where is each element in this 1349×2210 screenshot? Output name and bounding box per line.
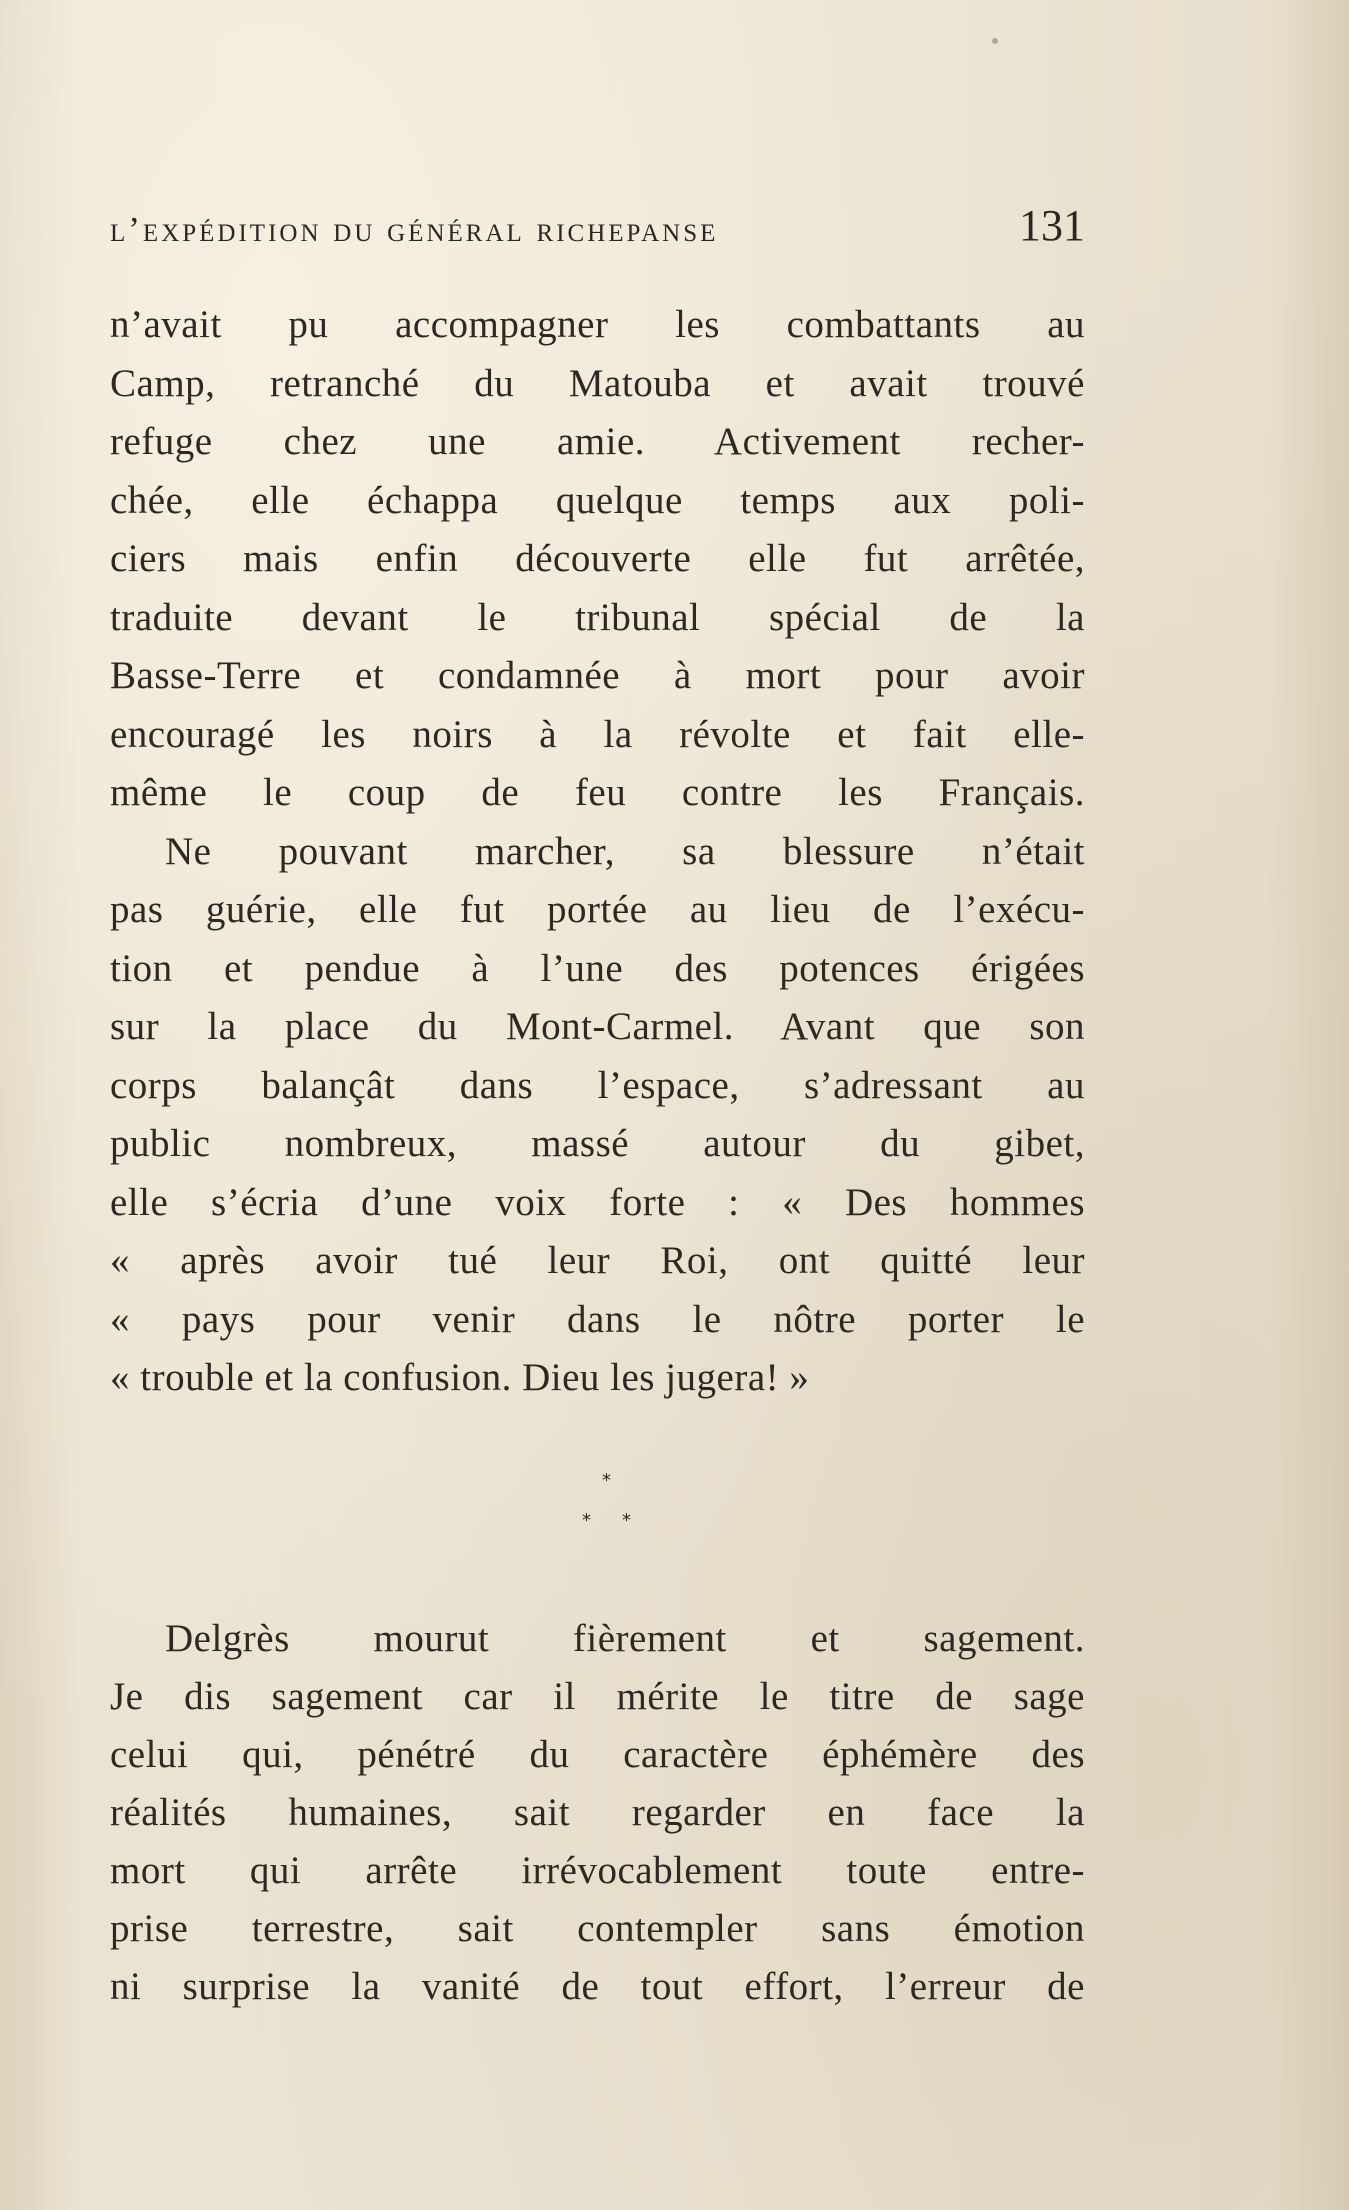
text-line: refuge chez une amie. Activement recher-: [110, 420, 1085, 463]
running-head: l’expédition du général richepanse: [110, 210, 719, 249]
text-line: Delgrès mourut fièrement et sagement.: [165, 1617, 1085, 1660]
text-line: ni surprise la vanité de tout effort, l’erreur de: [110, 1965, 1085, 2008]
text-line: « après avoir tué leur Roi, ont quitté leur: [110, 1239, 1085, 1282]
text-line: Camp, retranché du Matouba et avait trouvé: [110, 361, 1085, 405]
text-line: tion et pendue à l’une des potences érigées: [110, 946, 1085, 990]
text-line: n’avait pu accompagner les combattants au: [110, 303, 1085, 346]
asterism-star: *: [602, 1470, 611, 1491]
text-line: « pays pour venir dans le nôtre porter le: [110, 1297, 1085, 1341]
text-line: corps balançât dans l’espace, s’adressant au: [110, 1063, 1085, 1107]
text-line: public nombreux, massé autour du gibet,: [110, 1122, 1085, 1165]
asterism-star: *: [582, 1510, 591, 1531]
text-line: « trouble et la confusion. Dieu les jugera! »: [110, 1356, 810, 1399]
paper-speck: [992, 38, 998, 44]
text-line: elle s’écria d’une voix forte : « Des hommes: [110, 1180, 1085, 1224]
text-line: chée, elle échappa quelque temps aux poli-: [110, 478, 1085, 522]
text-line: sur la place du Mont-Carmel. Avant que son: [110, 1005, 1085, 1048]
paragraph-delgres-death: [110, 1610, 1085, 2016]
text-line: Basse-Terre et condamnée à mort pour avoir: [110, 654, 1085, 697]
text-line: traduite devant le tribunal spécial de la: [110, 595, 1085, 639]
text-line: prise terrestre, sait contempler sans émotion: [110, 1907, 1085, 1950]
asterism-separator: [560, 1470, 660, 1550]
text-line: celui qui, pénétré du caractère éphémère des: [110, 1733, 1085, 1776]
paragraph-execution-account: [110, 296, 1085, 1408]
text-line: ciers mais enfin découverte elle fut arrêtée,: [110, 537, 1085, 580]
text-line: mort qui arrête irrévocablement toute entre-: [110, 1849, 1085, 1892]
text-line: Ne pouvant marcher, sa blessure n’était: [165, 829, 1085, 873]
page-number: 131: [1019, 201, 1085, 250]
asterism-star: *: [622, 1510, 631, 1531]
text-line: pas guérie, elle fut portée au lieu de l’exécu-: [110, 888, 1085, 931]
text-line: réalités humaines, sait regarder en face la: [110, 1791, 1085, 1834]
text-line: même le coup de feu contre les Français.: [110, 771, 1085, 814]
text-line: Je dis sagement car il mérite le titre de sage: [110, 1675, 1085, 1718]
text-line: encouragé les noirs à la révolte et fait elle-: [110, 712, 1085, 756]
page-header: [110, 200, 1085, 260]
